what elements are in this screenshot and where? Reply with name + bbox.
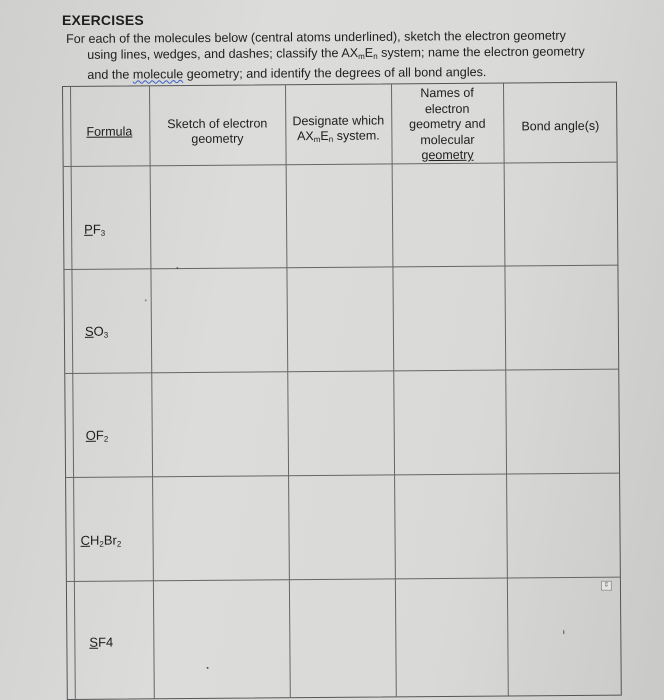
header-formula: Formula: [86, 124, 133, 139]
header-names-line2: electron: [424, 101, 470, 116]
header-designate: [287, 113, 389, 147]
formula-sf4: [89, 635, 113, 650]
central-atom: S: [89, 634, 99, 650]
header-sub-m: m: [313, 134, 321, 145]
answer-cell-pf3-designate[interactable]: [288, 165, 392, 266]
formula-rest: H: [89, 532, 100, 548]
central-atom: S: [84, 323, 94, 339]
formula-rest: O: [93, 323, 104, 339]
central-atom: C: [80, 532, 91, 548]
central-atom: P: [84, 221, 93, 237]
formula-rest: F: [95, 427, 104, 443]
header-sketch-line2: geometry: [191, 131, 244, 146]
answer-cell-pf3-sketch[interactable]: [152, 166, 286, 267]
header-e: E: [320, 128, 329, 143]
instructions-line-2: [87, 43, 626, 67]
header-names-line1: Names of: [420, 85, 474, 101]
header-sub-n: n: [328, 134, 334, 144]
formula-ch2br2: [81, 533, 122, 549]
header-ax: AX: [296, 129, 314, 144]
header-system: system.: [333, 128, 380, 143]
header-names-line4: molecular: [420, 132, 475, 147]
header-names-line3: geometry and: [409, 116, 486, 132]
row-divider-2: [65, 369, 618, 374]
formula-sub: 3: [100, 228, 106, 238]
header-designate-line1: Designate which: [292, 113, 385, 129]
header-sketch: [151, 116, 283, 147]
instr-line3-rest: geometry; and identify the degrees of all bond angles.: [183, 65, 487, 82]
formula-rest-2: Br: [103, 532, 117, 548]
header-bond-angles: Bond angle(s): [521, 118, 600, 134]
instructions-line-3: [87, 63, 626, 83]
row-divider-3: [66, 473, 619, 478]
formula-pf3: [84, 222, 105, 238]
exercise-table: [62, 82, 622, 700]
formula-sub-2: 2: [116, 539, 122, 549]
pencil-mark: [145, 299, 147, 301]
pencil-mark: [176, 267, 178, 269]
instr-line2-rest: system; name the electron geometry: [377, 44, 585, 60]
resize-handle-icon[interactable]: ⇕: [601, 581, 612, 591]
instr-molecule-word: molecule: [132, 67, 184, 82]
header-names-line5: geometry: [421, 147, 474, 163]
formula-rest: F: [92, 221, 101, 237]
exercises-heading: EXERCISES: [62, 12, 144, 28]
row-divider-4: [67, 577, 620, 582]
answer-cell-pf3-names[interactable]: [394, 165, 504, 266]
header-designate-line2: [287, 128, 389, 147]
instr-ax: using lines, wedges, and dashes; classify the AX: [87, 45, 359, 62]
instr-sub-n: n: [373, 51, 378, 61]
formula-of2: [86, 428, 109, 444]
instructions: [66, 27, 626, 83]
table-inner-left-border: [70, 87, 76, 699]
instructions-line-1: For each of the molecules below (central atoms underlined), sketch the electron geometry: [66, 28, 566, 46]
formula-sub: 3: [103, 330, 109, 340]
header-names: [393, 86, 502, 164]
formula-sub: 2: [99, 539, 104, 549]
central-atom: O: [85, 427, 96, 443]
answer-cell-pf3-bond[interactable]: [506, 164, 617, 265]
formula-so3: [85, 324, 108, 340]
formula-rest: F4: [97, 634, 114, 650]
pencil-mark: [207, 667, 209, 669]
header-sketch-line1: Sketch of electron: [167, 116, 268, 132]
instr-and-the: and the: [87, 67, 133, 82]
instr-sub-m: m: [358, 51, 365, 61]
pencil-mark: [563, 630, 564, 634]
instr-e: E: [364, 45, 374, 60]
formula-sub: 2: [103, 434, 109, 444]
